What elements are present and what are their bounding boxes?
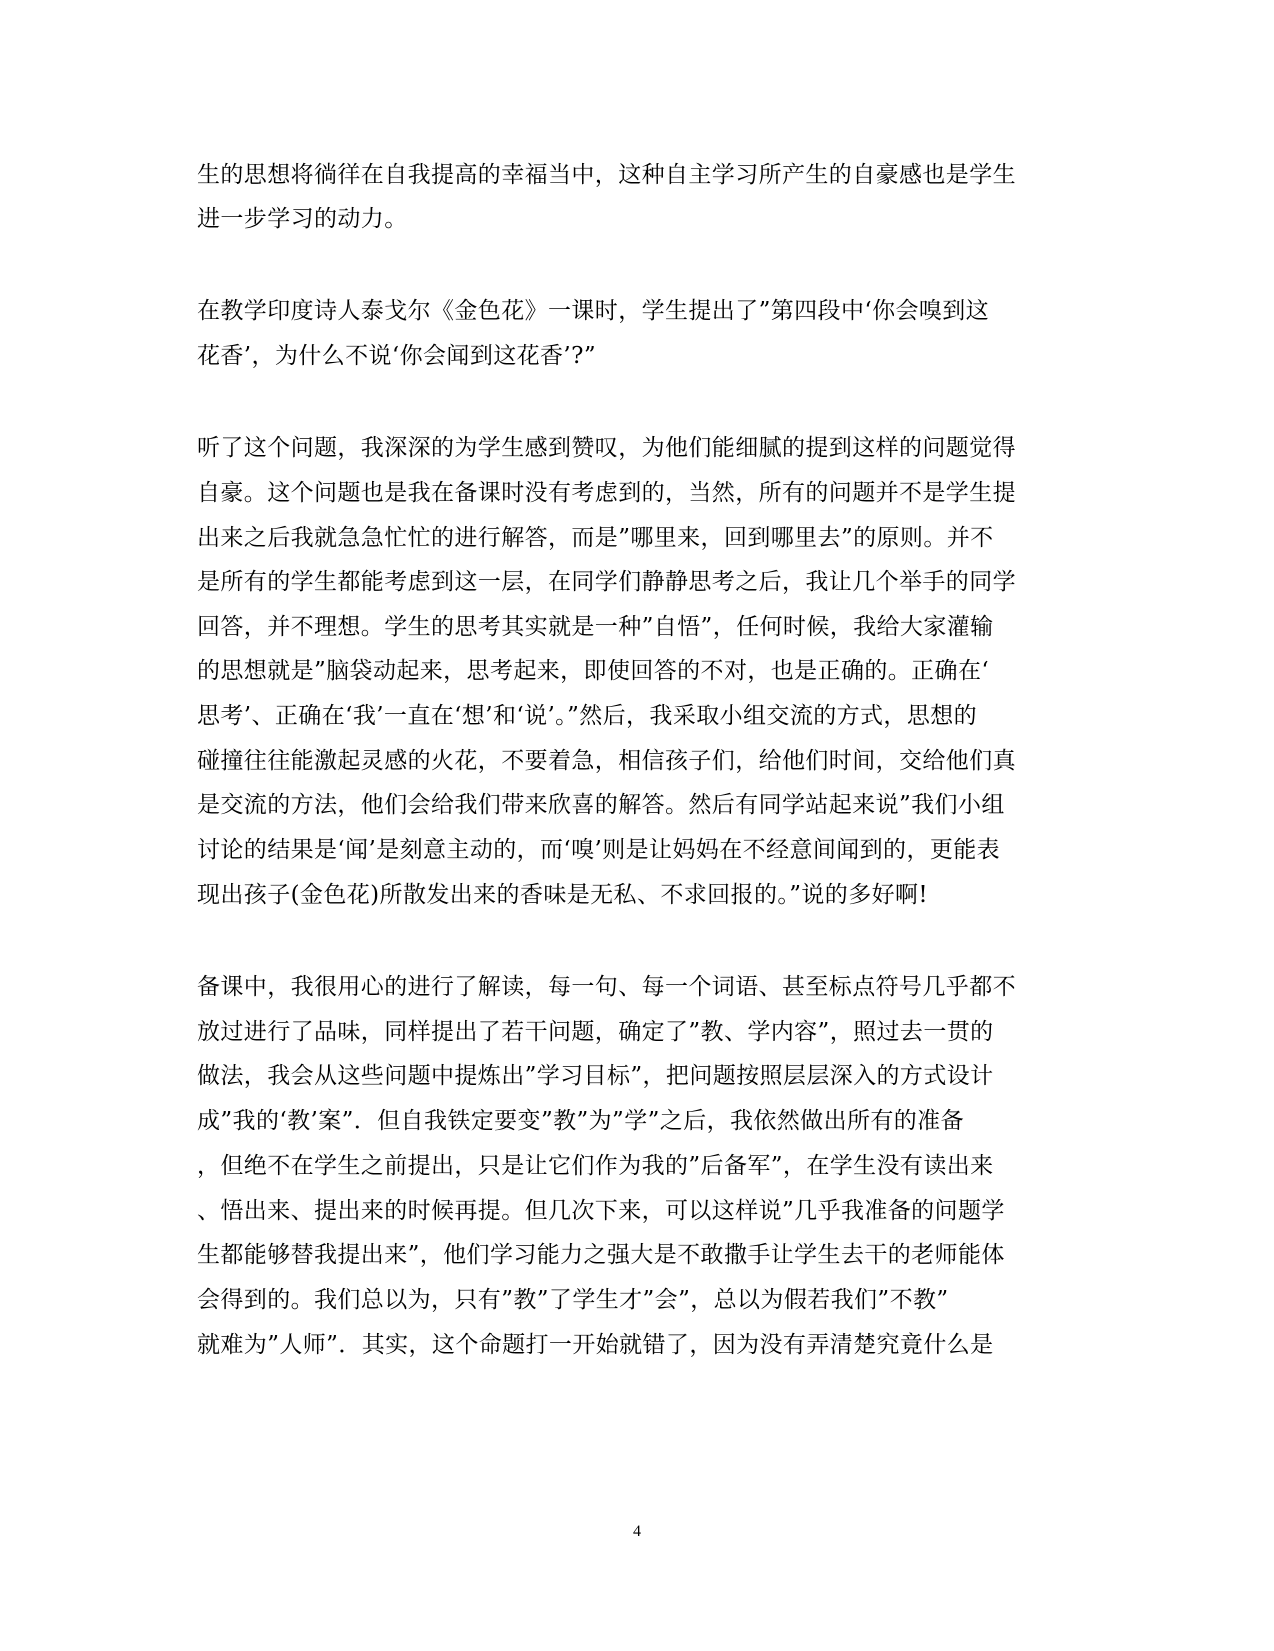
text-line: 是交流的方法，他们会给我们带来欣喜的解答。然后有同学站起来说”我们小组 <box>197 792 1005 818</box>
text-line: 、悟出来、提出来的时候再提。但几次下来，可以这样说”几乎我准备的问题学 <box>197 1198 1005 1224</box>
text-line: 讨论的结果是‘闻’是刻意主动的，而‘嗅’则是让妈妈在不经意间闻到的，更能表 <box>197 837 1001 863</box>
text-line: 回答，并不理想。学生的思考其实就是一种”自悟”，任何时候，我给大家灌输 <box>197 614 994 640</box>
text-line: 会得到的。我们总以为，只有”教”了学生才”会”，总以为假若我们”不教” <box>197 1287 949 1313</box>
text-line: 碰撞往往能激起灵感的火花，不要着急，相信孩子们，给他们时间，交给他们真 <box>197 748 1016 774</box>
text-line: 现出孩子(金色花)所散发出来的香味是无私、不求回报的。”说的多好啊! <box>197 882 929 908</box>
text-line: 是所有的学生都能考虑到这一层，在同学们静静思考之后，我让几个举手的同学 <box>197 569 1016 595</box>
text-line: ，但绝不在学生之前提出，只是让它们作为我的”后备军”，在学生没有读出来 <box>197 1153 994 1179</box>
text-line: 进一步学习的动力。 <box>197 206 408 232</box>
text-line: 思考’、正确在‘我’一直在‘想’和‘说’。”然后，我采取小组交流的方式，思想的 <box>197 703 978 729</box>
text-line: 生的思想将徜徉在自我提高的幸福当中，这种自主学习所产生的自豪感也是学生 <box>197 162 1016 188</box>
text-line: 出来之后我就急急忙忙的进行解答，而是”哪里来，回到哪里去”的原则。并不 <box>197 525 994 551</box>
text-line: 就难为”人师”．其实，这个命题打一开始就错了，因为没有弄清楚究竟什么是 <box>197 1332 994 1358</box>
text-line: 的思想就是”脑袋动起来，思考起来，即使回答的不对，也是正确的。正确在‘ <box>197 658 990 684</box>
text-line: 花香’，为什么不说‘你会闻到这花香’?” <box>197 343 597 369</box>
text-line: 听了这个问题，我深深的为学生感到赞叹，为他们能细腻的提到这样的问题觉得 <box>197 435 1016 461</box>
text-line: 备课中，我很用心的进行了解读，每一句、每一个词语、甚至标点符号几乎都不 <box>197 974 1016 1000</box>
text-line: 生都能够替我提出来”，他们学习能力之强大是不敢撒手让学生去干的老师能体 <box>197 1242 1005 1268</box>
text-line: 放过进行了品味，同样提出了若干问题，确定了”教、学内容”，照过去一贯的 <box>197 1019 994 1045</box>
page-number: 4 <box>633 1523 641 1540</box>
text-line: 做法，我会从这些问题中提炼出”学习目标”，把问题按照层层深入的方式设计 <box>197 1063 994 1089</box>
text-line: 在教学印度诗人泰戈尔《金色花》一课时，学生提出了”第四段中‘你会嗅到这 <box>197 298 990 324</box>
text-line: 成”我的‘教’案”．但自我铁定要变”教”为”学”之后，我依然做出所有的准备 <box>197 1108 964 1134</box>
text-line: 自豪。这个问题也是我在备课时没有考虑到的，当然，所有的问题并不是学生提 <box>197 480 1016 506</box>
